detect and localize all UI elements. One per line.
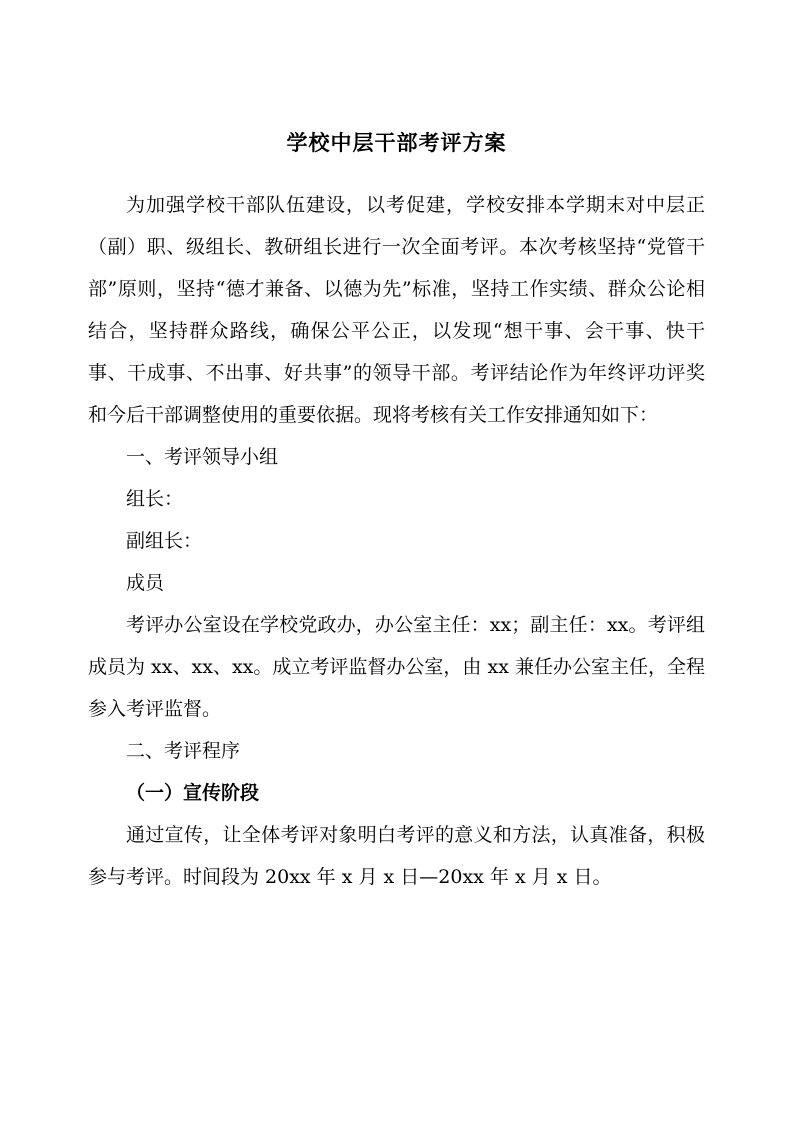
paragraph-section-two: 二、考评程序 <box>126 739 241 762</box>
paragraph-publicity: 通过宣传，让全体考评对象明白考评的意义和方法，认真准备，积极参与考评。时间段为 20xx 年 x 月 x 日—20xx 年 x 月 x 日。 <box>88 823 705 888</box>
paragraph-subsection-one: （一）宣传阶段 <box>126 781 260 804</box>
paragraph-deputy-leader: 副组长： <box>126 529 203 552</box>
paragraph-group-leader: 组长： <box>126 487 184 510</box>
paragraph-office: 考评办公室设在学校党政办，办公室主任：xx；副主任：xx。考评组成员为 xx、xx、xx。成立考评监督办公室，由 xx 兼任办公室主任，全程参入考评监督。 <box>88 613 705 720</box>
page-title: 学校中层干部考评方案 <box>286 130 507 155</box>
paragraph-intro: 为加强学校干部队伍建设，以考促建，学校安排本学期末对中层正（副）职、级组长、教研组长进行一次全面考评。本次考核坚持“党管干部”原则，坚持“德才兼备、以德为先”标准，坚持工作实绩、群众公论相结合，坚持群众路线，确保公平公正，以发现“想干事、会干事、快干事、干成事、不出事、好共事”的领导干部。考评结论作为年终评功评奖和今后干部调整使用的重要依据。现将考核有关工作安排通知如下： <box>88 193 705 426</box>
paragraph-section-one: 一、考评领导小组 <box>126 445 279 468</box>
paragraph-members: 成员 <box>126 571 165 594</box>
